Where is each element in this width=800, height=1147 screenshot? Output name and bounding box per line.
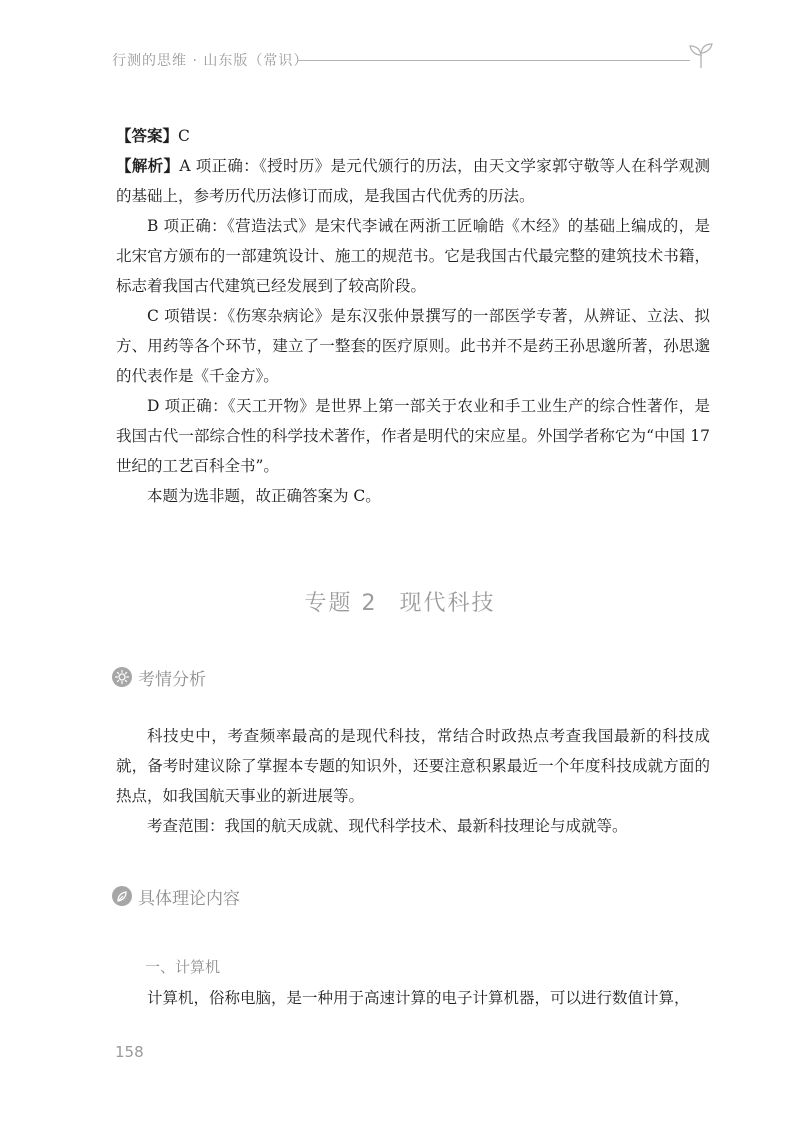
sun-icon: [112, 667, 132, 687]
answer-analysis-block: [116, 121, 710, 511]
chapter-name: 现代科技: [399, 591, 496, 616]
answer-value: C: [178, 127, 190, 145]
answer-line: [116, 121, 710, 151]
header-rule: [298, 60, 690, 61]
analysis-paragraph-a: 【解析】A 项正确：《授时历》是元代颁行的历法，由天文学家郭守敬等人在科学观测的基础上，参考历代历法修订而成，是我国古代优秀的历法。: [116, 156, 710, 205]
analysis-paragraph-b: B 项正确：《营造法式》是宋代李诫在两浙工匠喻皓《木经》的基础上编成的，是北宋官方颁布的一部建筑设计、施工的规范书。它是我国古代最完整的建筑技术书籍，标志着我国古代建筑已经发展到了较高阶段。: [116, 217, 710, 295]
answer-label: 【答案】: [116, 126, 179, 145]
exam-analysis-block: [116, 721, 710, 841]
section-title: 考情分析: [138, 669, 206, 690]
running-header: [112, 48, 712, 78]
exam-scope-paragraph: 考查范围：我国的航天成就、现代科学技术、最新科技理论与成就等。: [147, 817, 628, 835]
analysis-paragraph-d: D 项正确：《天工开物》是世界上第一部关于农业和手工业生产的综合性著作，是我国古代一部综合性的科学技术著作，作者是明代的宋应星。外国学者称它为“中国 17 世纪的工艺百科全书”。: [116, 397, 710, 475]
theory-paragraph: 计算机，俗称电脑，是一种用于高速计算的电子计算机器，可以进行数值计算，: [147, 989, 690, 1007]
analysis-paragraph-c: C 项错误：《伤寒杂病论》是东汉张仲景撰写的一部医学专著，从辨证、立法、拟方、用药等各个环节，建立了一整套的医疗原则。此书并不是药王孙思邈所著，孙思邈的代表作是《千金方》。: [116, 307, 710, 385]
analysis-conclusion: 本题为选非题，故正确答案为 C。: [147, 487, 381, 505]
header-title: 行测的思维 · 山东版（常识）: [112, 53, 309, 69]
section-heading-exam-analysis: [112, 664, 206, 690]
subsection-heading: 一、计算机: [145, 958, 221, 976]
seedling-icon: [112, 886, 132, 906]
analysis-label: 【解析】: [116, 156, 180, 175]
chapter-number: 专题 2: [304, 591, 378, 616]
chapter-title: [0, 586, 800, 617]
theory-block: [116, 983, 710, 1013]
sprout-icon: [686, 40, 716, 70]
section-heading-theory: [112, 883, 240, 909]
page-number: 158: [115, 1043, 144, 1061]
exam-analysis-paragraph: 科技史中，考查频率最高的是现代科技，常结合时政热点考查我国最新的科技成就，备考时建议除了掌握本专题的知识外，还要注意积累最近一个年度科技成就方面的热点，如我国航天事业的新进展等。: [116, 727, 710, 805]
section-title: 具体理论内容: [138, 888, 240, 909]
